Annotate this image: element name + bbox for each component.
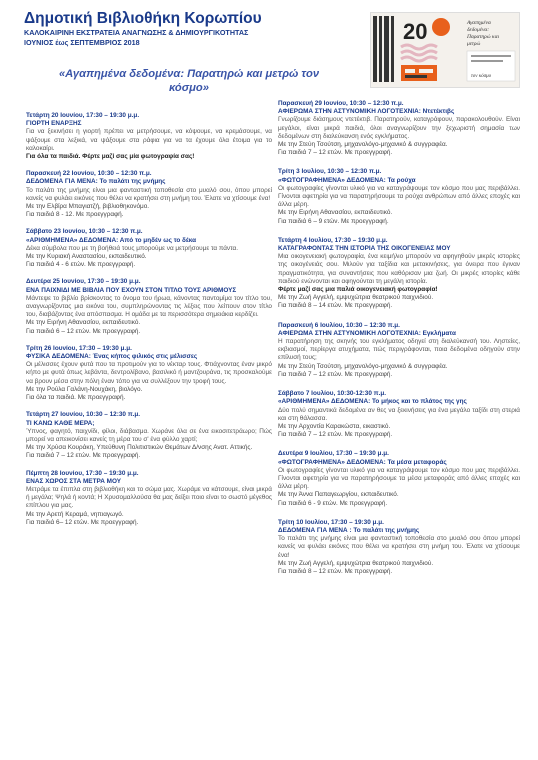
event-detail: Με την Ζωή Αγγελή, εμψυχώτρια θεατρικού παιχνιδιού.	[278, 559, 434, 567]
event-date: Τρίτη 3 Ιουλίου, 10:30 – 12:30 π.μ.	[278, 168, 382, 176]
event-item	[278, 390, 520, 439]
poster-number: 20	[403, 19, 428, 44]
event-item	[26, 228, 272, 269]
event-description: Δύο πολύ σημαντικά δεδομένα αν θες να ξεκινήσεις για ένα μεγάλο ταξίδι στη στεριά και στη θάλασσα.	[278, 406, 520, 422]
event-description: Οι φωτογραφίες γίνονται υλικό για να καταγράψουμε τον κόσμο που μας περιβάλλει. Γίνονται αφετηρία για να παρατηρήσουμε τα ρούχα ανθρώπων από άλλες εποχές και άλλα μέρη.	[278, 184, 520, 209]
event-note: Φέρτε μαζί σας μια παλιά οικογενειακή φωτογραφία!	[278, 286, 438, 294]
event-title: «ΑΡΙΘΜΗΜΕΝΑ» ΔΕΔΟΜΕΝΑ: Από το μηδέν ως το δέκα	[26, 236, 197, 244]
event-item	[26, 345, 272, 402]
event-detail: Με την Αρχοντία Καρακώστα, εικαστικό.	[278, 422, 391, 430]
left-column	[26, 112, 272, 536]
event-description: Ύπνος, φαγητό, παιχνίδι, φίλοι, διάβασμα. Χωράνε όλα σε ένα εικοσιτετράωρο; Πώς μπορεί να απεικονίσει κανείς τη μέρα του σ' ένα φύλλο χαρτί;	[26, 427, 272, 443]
event-detail: Για παιδιά 6 – 9 ετών. Με προεγγραφή.	[278, 217, 389, 225]
event-detail: Με την Στεύη Τσούτση, μηχανολόγο-μηχανικό & συγγραφέα.	[278, 141, 448, 149]
event-title: ΚΑΤΑΓΡΑΦΟΝΤΑΣ ΤΗΝ ΙΣΤΟΡΙΑ ΤΗΣ ΟΙΚΟΓΕΝΕΙΑΣ ΜΟΥ	[278, 245, 451, 253]
event-detail: Για όλα τα παιδιά. Με προεγγραφή.	[26, 394, 126, 402]
library-name: Δημοτική Βιβλιοθήκη Κορωπίου	[24, 10, 262, 27]
event-item	[26, 411, 272, 460]
event-title: «ΦΩΤΟΓΡΑΦΗΜΕΝΑ» ΔΕΔΟΜΕΝΑ: Τα μέσα μεταφοράς	[278, 458, 447, 466]
event-item	[278, 322, 520, 379]
event-date: Τετάρτη 27 Ιουνίου, 10:30 – 12:30 π.μ.	[26, 411, 141, 419]
campaign-dates: ΙΟΥΝΙΟΣ έως ΣΕΠΤΕΜΒΡΙΟΣ 2018	[24, 37, 140, 47]
event-item	[26, 278, 272, 335]
event-description: Το παλάτι της μνήμης είναι μια φανταστική τοποθεσία στο μυαλό σου, όπου μπορεί κανείς να φυλάει εικόνες που θέλει να κρατήσει στη μνήμη του. Έλατε να χτίσουμε ένα!	[26, 186, 272, 202]
poster-graphic	[371, 13, 519, 87]
event-date: Πέμπτη 28 Ιουνίου, 17:30 – 19:30 μ.μ.	[26, 469, 139, 477]
event-detail: Για παιδιά 4 - 6 ετών. Με προεγγραφή.	[26, 261, 136, 269]
event-item	[26, 170, 272, 219]
event-detail: Με την Ειρήνη Αθανασίου, εκπαιδευτικό.	[278, 209, 393, 217]
event-detail: Με την Άννα Παπαγεωργίου, εκπαιδευτικό.	[278, 491, 399, 499]
event-title: «ΦΩΤΟΓΡΑΦΗΜΕΝΑ» ΔΕΔΟΜΕΝΑ: Τα ρούχα	[278, 176, 416, 184]
event-detail: Με την Ρούλα Γαλάνη-Νουχάκη, βιολόγο.	[26, 385, 143, 393]
event-detail: Για παιδιά 7 – 12 ετών. Με προεγγραφή.	[278, 370, 393, 378]
event-title: ΦΥΣΙΚΑ ΔΕΔΟΜΕΝΑ: Ένας κήπος φιλικός στις μέλισσες	[26, 353, 198, 361]
header	[24, 10, 354, 47]
event-item	[278, 100, 520, 157]
event-detail: Για παιδιά 7 – 12 ετών. Με προεγγραφή.	[278, 149, 393, 157]
event-title: ΔΕΔΟΜΕΝΑ ΓΙΑ ΜΕΝΑ : Το παλάτι της μνήμης	[278, 526, 420, 534]
poster-tagline-5: τον κόσμο	[471, 74, 492, 79]
event-note: Για όλα τα παιδιά. Φέρτε μαζί σας μία φωτογραφία σας!	[26, 153, 195, 161]
event-date: Τρίτη 26 Ιουνίου, 17:30 – 19:30 μ.μ.	[26, 344, 132, 352]
event-detail: Για παιδιά 6 - 9 ετών. Με προεγγραφή.	[278, 499, 388, 507]
event-title: ΑΦΙΕΡΩΜΑ ΣΤΗΝ ΑΣΤΥΝΟΜΙΚΗ ΛΟΓΟΤΕΧΝΙΑ: Ντετέκτιβς	[278, 108, 455, 116]
page-title: «Αγαπημένα δεδομένα: Παρατηρώ και μετρώ τον κόσμο»	[58, 68, 320, 94]
event-item	[278, 237, 520, 311]
poster-tagline-2: δεδομένα:	[467, 27, 490, 33]
event-detail: Με την Ειρήνη Αθανασίου, εκπαιδευτικό.	[26, 319, 141, 327]
event-description: Για να ξεκινήσει η γιορτή πρέπει να μετρήσουμε, να κόψουμε, να κρεμάσουμε, να ψάξουμε στα λεξικά, να ψάξουμε στα ράφια για να τα έχουμε όλα έτοιμα για το καλοκαίρι.	[26, 128, 272, 152]
event-item	[278, 450, 520, 507]
event-item	[278, 519, 520, 576]
event-description: Δέκα σύμβολα που με τη βοήθειά τους μπορούμε να μετρήσουμε τα πάντα.	[26, 244, 238, 252]
event-date: Τρίτη 10 Ιουλίου, 17:30 – 19:30 μ.μ.	[278, 518, 384, 526]
event-detail: Για παιδιά 8 – 14 ετών. Με προεγγραφή.	[278, 302, 393, 310]
event-title: ΕΝΑΣ ΧΩΡΟΣ ΣΤΑ ΜΕΤΡΑ ΜΟΥ	[26, 477, 122, 485]
event-description: Μια οικογενειακή φωτογραφία, ένα κειμήλιο μπορούν να αφηγηθούν μικρές ιστορίες της οικογένειάς σου. Μιλούν για ταξίδια και μετακινήσεις, για όνειρα που έγιναν πραγματικότητα, για συναντήσεις που καθόρισαν μια ζωή. Οι μικρές ιστορίες κάθε παιδιού ενώνονται και αφηγούνται τη μεγάλη ιστορία.	[278, 253, 520, 285]
event-description: Γνωρίζουμε διάσημους ντετέκτιβ. Παρατηρούν, καταγράφουν, παρακολουθούν. Είναι μεγάλοι, είναι μικρά παιδιά, όλοι αναγνωρίζουν την ξεχωριστή σημασία των δεδομένων στη διαλεύκανση ενός εγκλήματος.	[278, 116, 520, 140]
event-detail: Με την Αρετή Κεραμά, νηπιαγωγό.	[26, 510, 124, 518]
event-date: Σάββατο 7 Ιουλίου, 10:30-12:30 π.μ.	[278, 390, 387, 398]
event-date: Δευτέρα 9 Ιουλίου, 17:30 – 19:30 μ.μ.	[278, 450, 389, 458]
event-description: Οι μέλισσες έχουν φυτά που τα προτιμούν για το νέκταρ τους. Φτιάχνοντας έναν μικρό κήπο με φυτά όπως λεβάντα, δεντρολίβανο, βασιλικό ή μαντζουράνα, τις προσκαλούμε να βρουν μέσα στην πόλη έναν τόπο για να συλλέξουν την τροφή τους.	[26, 361, 272, 385]
event-title: ΔΕΔΟΜΕΝΑ ΓΙΑ ΜΕΝΑ: Το παλάτι της μνήμης	[26, 178, 166, 186]
event-detail: Με την Ζωή Αγγελή, εμψυχώτρια θεατρικού παιχνιδιού.	[278, 294, 434, 302]
event-date: Τετάρτη 4 Ιουλίου, 17:30 – 19:30 μ.μ.	[278, 236, 388, 244]
event-item	[26, 112, 272, 161]
event-detail: Με την Χρύσα Κουράκη, Υπεύθυνη Πολιτιστικών Θεμάτων Δ/νσης Ανατ. Αττικής.	[26, 444, 253, 452]
event-title: «ΑΡΙΘΜΗΜΕΝΑ» ΔΕΔΟΜΕΝΑ: Το μήκος και το πλάτος της γης	[278, 398, 467, 406]
event-date: Παρασκευή 6 Ιουλίου, 10:30 – 12:30 π.μ.	[278, 321, 400, 329]
poster-tagline-3: Παρατηρώ και	[467, 34, 499, 40]
event-description: Μάντεψε το βιβλίο βρίσκοντας το όνομα του ήρωα, κάνοντας παντομίμα τον τίτλο του, αναγνωρίζοντας μια εικόνα του, συμπληρώνοντας τις λέξεις που λείπουν στον τίτλο του, διαβάζοντας ένα απόσπασμα. Η ομάδα με τα περισσότερα σημειάκια κερδίζει.	[26, 294, 272, 319]
event-date: Τετάρτη 20 Ιουνίου, 17:30 – 19:30 μ.μ.	[26, 112, 140, 119]
event-description: Το παλάτι της μνήμης είναι μια φανταστική τοποθεσία στο μυαλό σου όπου μπορεί κανείς να φυλάει εικόνες που θέλει να κρατήσει στη μνήμη του. Έλατε να χτίσουμε ένα!	[278, 535, 520, 559]
poster-tagline-4: μετρώ	[467, 41, 481, 47]
event-date: Παρασκευή 29 Ιουνίου, 10:30 – 12:30 π.μ.	[278, 100, 404, 107]
event-detail: Για παιδιά 8 - 12. Με προεγγραφή.	[26, 211, 124, 219]
event-detail: Με την Στεύη Τσούτση, μηχανολόγο-μηχανικό & συγγραφέα.	[278, 362, 448, 370]
event-detail: Για παιδιά 7 – 12 ετών. Με προεγγραφή.	[26, 452, 141, 460]
right-column	[278, 100, 520, 587]
event-detail: Με την Ελβίρα Μπαγιατζή, βιβλιοθηκονόμο.	[26, 203, 150, 211]
event-title: ΤΙ ΚΑΝΩ ΚΑΘΕ ΜΕΡΑ;	[26, 419, 95, 427]
event-item	[278, 168, 520, 225]
event-description: Μετράμε τα έπιπλα στη βιβλιοθήκη και το σώμα μας. Χωράμε να κάτσουμε, είναι μικρά ή μεγάλα; Ψηλά ή κοντά; Η Χρυσομαλλούσα θα μας δείξει ποιο είναι το σωστό μέγεθος επίπλου για μας.	[26, 485, 272, 510]
event-title: ΓΙΟΡΤΗ ΕΝΑΡΞΗΣ	[26, 120, 82, 128]
event-title: ΕΝΑ ΠΑΙΧΝΙΔΙ ΜΕ ΒΙΒΛΙΑ ΠΟΥ ΕΧΟΥΝ ΣΤΟΝ ΤΙΤΛΟ ΤΟΥΣ ΑΡΙΘΜΟΥΣ	[26, 286, 237, 294]
event-description: Η παρατήρηση της σκηνής του εγκλήματος οδηγεί στη διαλεύκανσή του. Ληστείες, εκβιασμοί, περίεργα ατυχήματα, πώς περιγράφονται, ποια δεδομένα οδηγούν στην επίλυσή τους;	[278, 338, 520, 362]
event-date: Σάββατο 23 Ιουνίου, 10:30 – 12:30 π.μ.	[26, 228, 143, 236]
event-detail: Για παιδιά 6– 12 ετών. Με προεγγραφή.	[26, 518, 139, 526]
event-detail: Για παιδιά 6 – 12 ετών. Με προεγγραφή.	[26, 327, 141, 335]
event-date: Δευτέρα 25 Ιουνίου, 17:30 – 19:30 μ.μ.	[26, 278, 141, 286]
campaign-poster	[370, 12, 520, 88]
campaign-subtitle: ΚΑΛΟΚΑΙΡΙΝΗ ΕΚΣΤΡΑΤΕΙΑ ΑΝΑΓΝΩΣΗΣ & ΔΗΜΙΟΥΡΓΙΚΟΤΗΤΑΣ	[24, 28, 249, 37]
event-description: Οι φωτογραφίες γίνονται υλικό για να καταγράψουμε τον κόσμο που μας περιβάλλει. Γίνονται αφετηρία για να παρατηρήσουμε τα μέσα μεταφοράς από άλλες εποχές και άλλα μέρη.	[278, 466, 520, 491]
event-detail: Για παιδιά 7 – 12 ετών. Με προεγγραφή.	[278, 431, 393, 439]
poster-tagline-1: Αγαπημένα	[467, 20, 491, 26]
event-detail: Με την Κυριακή Αναστασίου, εκπαιδευτικό.	[26, 253, 147, 261]
event-title: ΑΦΙΕΡΩΜΑ ΣΤΗΝ ΑΣΤΥΝΟΜΙΚΗ ΛΟΓΟΤΕΧΝΙΑ: Εγκλήματα	[278, 329, 456, 337]
event-date: Παρασκευή 22 Ιουνίου, 10:30 – 12:30 π.μ.	[26, 170, 152, 178]
event-detail: Για παιδιά 8 – 12 ετών. Με προεγγραφή.	[278, 567, 393, 575]
event-item	[26, 470, 272, 527]
